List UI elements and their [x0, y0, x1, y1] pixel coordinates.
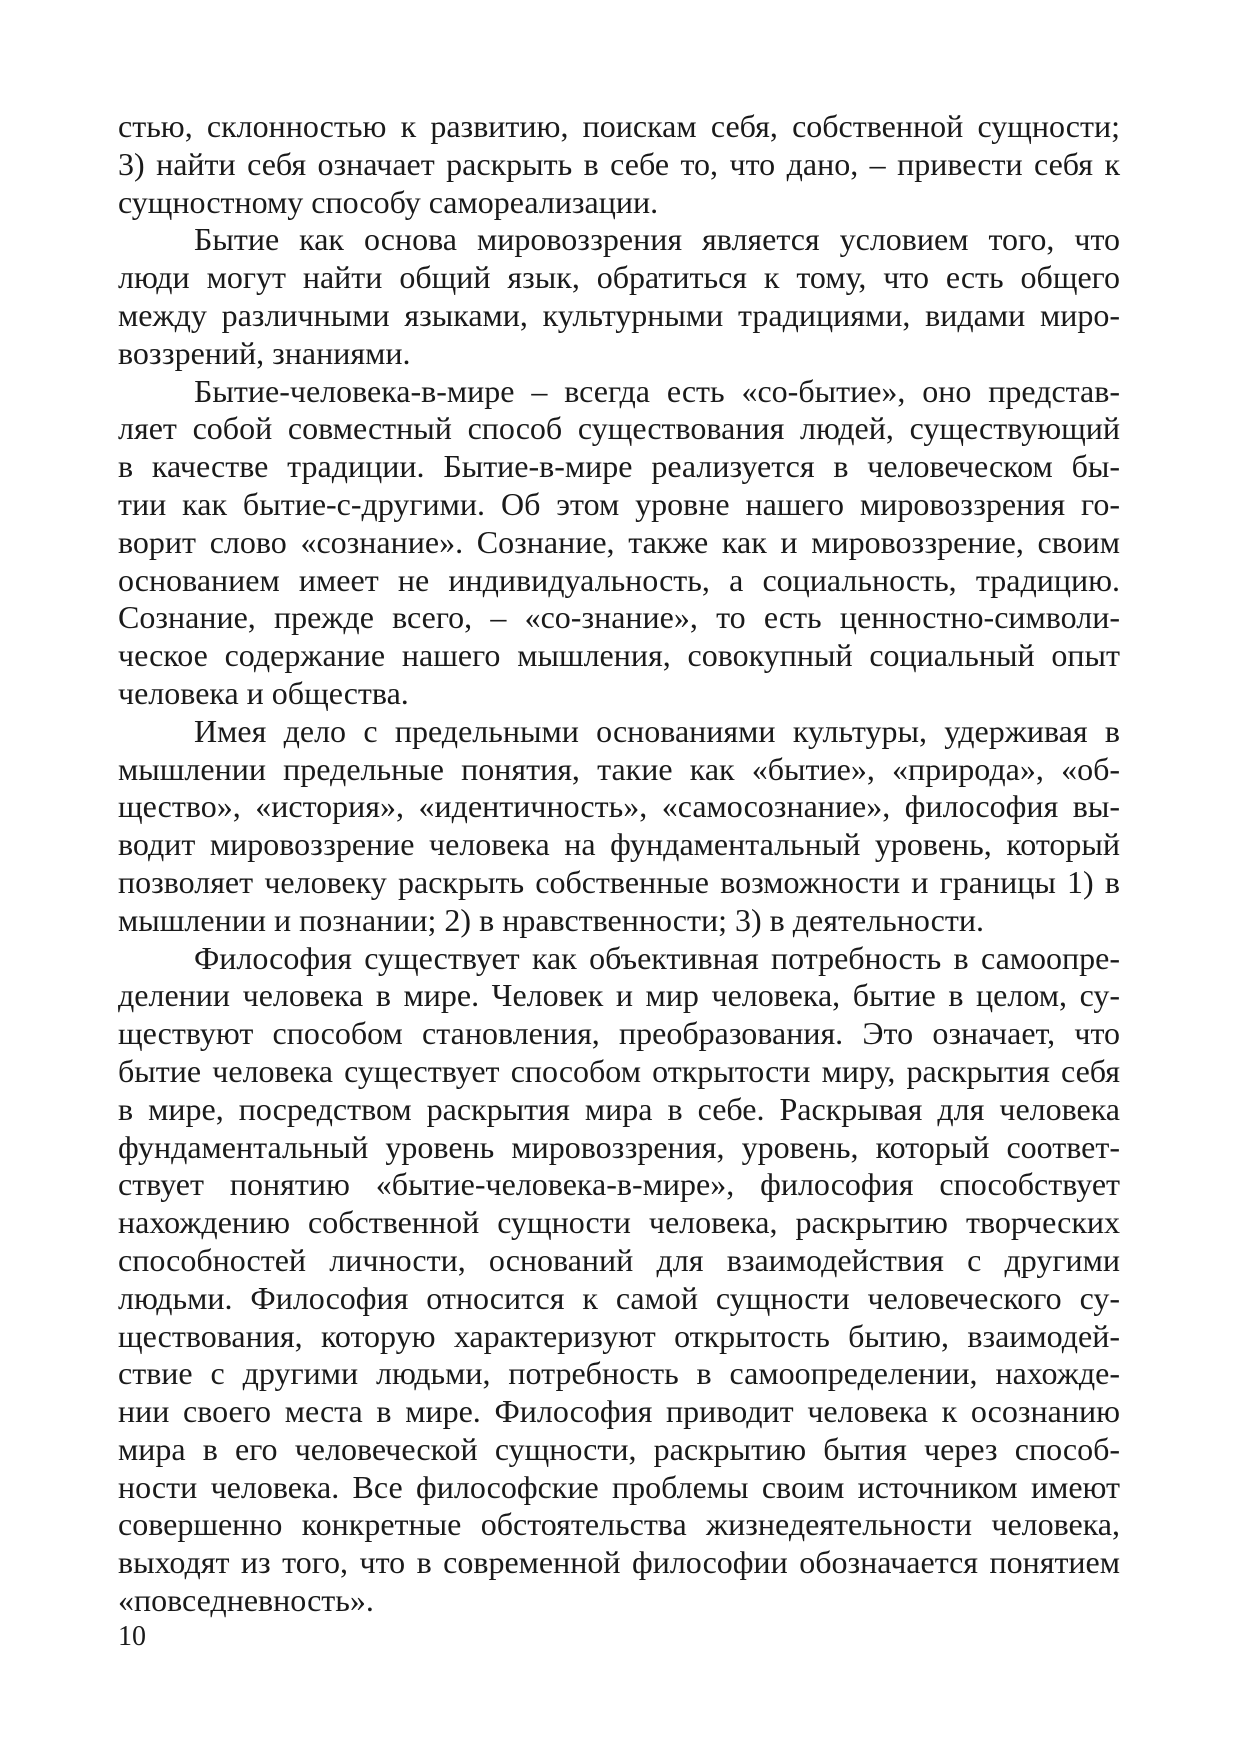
- text-line: мира в его человеческой сущности, раскрытию бытия через способ-: [118, 1430, 1120, 1467]
- text-line: щество», «история», «идентичность», «самосознание», философия вы-: [118, 788, 1120, 825]
- paragraph: [118, 713, 1120, 940]
- text-line: бытие человека существует способом открытости миру, раскрытия себя: [118, 1052, 1120, 1089]
- text-line: между различными языками, культурными традициями, видами миро-: [118, 296, 1120, 333]
- text-line: ществования, которую характеризуют открытость бытию, взаимодей-: [118, 1317, 1120, 1354]
- text-line: в мире, посредством раскрытия мира в себе. Раскрывая для человека: [118, 1090, 1120, 1127]
- text-line: сущностному способу самореализации.: [118, 183, 659, 220]
- text-line: выходят из того, что в современной философии обозначается понятием: [118, 1544, 1120, 1581]
- text-line: «повседневность».: [118, 1582, 374, 1619]
- text-line: 3) найти себя означает раскрыть в себе то, что дано, – привести себя к: [118, 145, 1120, 182]
- text-line: ляет собой совместный способ существования людей, существующий: [118, 410, 1120, 447]
- text-line: фундаментальный уровень мировоззрения, уровень, который соответ-: [118, 1128, 1120, 1165]
- text-line: ствие с другими людьми, потребность в самоопределении, нахожде-: [118, 1355, 1120, 1392]
- text-line: Философия существует как объективная потребность в самоопре-: [194, 939, 1120, 976]
- text-line: людьми. Философия относится к самой сущности человеческого су-: [118, 1279, 1120, 1316]
- text-line: ности человека. Все философские проблемы своим источником имеют: [118, 1468, 1120, 1505]
- text-line: ворит слово «сознание». Сознание, также как и мировоззрение, своим: [118, 523, 1120, 560]
- text-line: люди могут найти общий язык, обратиться к тому, что есть общего: [118, 259, 1120, 296]
- text-line: водит мировоззрение человека на фундаментальный уровень, который: [118, 826, 1120, 863]
- paragraph: [118, 108, 1120, 221]
- paragraph: [118, 221, 1120, 372]
- text-line: мышлении предельные понятия, такие как «бытие», «природа», «об-: [118, 750, 1120, 787]
- text-line: человека и общества.: [118, 674, 409, 711]
- text-line: способностей личности, оснований для взаимодействия с другими: [118, 1241, 1120, 1278]
- page-body: [118, 108, 1120, 1620]
- text-line: совершенно конкретные обстоятельства жизнедеятельности человека,: [118, 1506, 1120, 1543]
- text-line: основанием имеет не индивидуальность, а социальность, традицию.: [118, 561, 1120, 598]
- text-line: нии своего места в мире. Философия приводит человека к осознанию: [118, 1393, 1120, 1430]
- text-line: Имея дело с предельными основаниями культуры, удерживая в: [194, 712, 1120, 749]
- text-line: тии как бытие-с-другими. Об этом уровне нашего мировоззрения го-: [118, 485, 1120, 522]
- text-line: Сознание, прежде всего, – «со-знание», то есть ценностно-символи-: [118, 599, 1120, 636]
- text-line: Бытие-человека-в-мире – всегда есть «со-бытие», оно представ-: [194, 372, 1120, 409]
- text-line: делении человека в мире. Человек и мир человека, бытие в целом, су-: [118, 977, 1120, 1014]
- text-line: в качестве традиции. Бытие-в-мире реализуется в человеческом бы-: [118, 448, 1120, 485]
- text-line: ществуют способом становления, преобразования. Это означает, что: [118, 1015, 1120, 1052]
- text-line: нахождению собственной сущности человека, раскрытию творческих: [118, 1204, 1120, 1241]
- text-line: воззрений, знаниями.: [118, 334, 411, 371]
- text-line: ствует понятию «бытие-человека-в-мире», философия способствует: [118, 1166, 1120, 1203]
- text-line: Бытие как основа мировоззрения является условием того, что: [194, 221, 1120, 258]
- text-line: ческое содержание нашего мышления, совокупный социальный опыт: [118, 637, 1120, 674]
- text-line: позволяет человеку раскрыть собственные возможности и границы 1) в: [118, 863, 1120, 900]
- text-line: стью, склонностью к развитию, поискам себя, собственной сущности;: [118, 108, 1120, 144]
- page-number: 10: [118, 1621, 146, 1652]
- paragraph: [118, 940, 1120, 1620]
- paragraph: [118, 373, 1120, 713]
- text-line: мышлении и познании; 2) в нравственности; 3) в деятельности.: [118, 901, 984, 938]
